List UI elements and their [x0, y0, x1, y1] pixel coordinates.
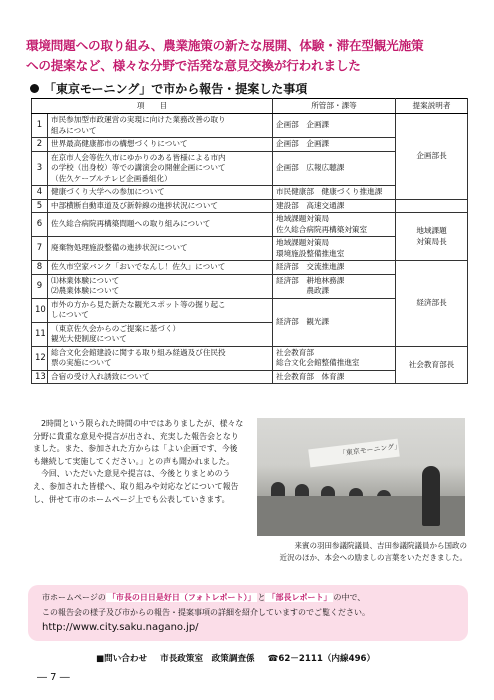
row-item: [48, 298, 273, 322]
speaker-cell: 社会教育部長: [396, 346, 468, 384]
row-dept: [273, 370, 396, 384]
item-line: 票の実施について: [51, 358, 112, 367]
row-item: [48, 237, 273, 261]
row-number: 4: [32, 186, 48, 200]
info-text: 市ホームページの: [42, 593, 106, 602]
dept-line: 総合文化会館整備推進室: [276, 358, 360, 367]
photo-banner: [308, 439, 400, 468]
row-item: [48, 261, 273, 275]
item-line: （佐久ケーブルテレビ企画番組化）: [51, 173, 172, 183]
row-item: [48, 370, 273, 384]
row-dept: [273, 114, 396, 138]
item-line: 市民参加型市政運営の実現に向けた業務改善の取り: [51, 115, 226, 124]
row-dept: [273, 186, 396, 200]
row-item: [48, 138, 273, 152]
dept-line: 社会教育部 体育課: [276, 371, 345, 381]
row-dept: [273, 298, 396, 346]
header-speaker: 提案説明者: [396, 99, 468, 114]
dept-line: 佐久総合病院再構築対策室: [276, 224, 368, 234]
info-text: と: [257, 593, 266, 602]
row-dept: [273, 138, 396, 152]
table-row: [32, 346, 468, 370]
row-item: [48, 274, 273, 298]
row-number: 3: [32, 151, 48, 186]
row-dept: [273, 213, 396, 237]
row-item: [48, 114, 273, 138]
meeting-photo: [257, 418, 465, 536]
speaker-line: 対策局長: [416, 236, 447, 246]
body-paragraph-1: 2時間という限られた時間の中ではありましたが、様々な分野に貴重な意見や提言が出され、充実した報告会となりました。また、参加された方からは「よい企画です、今後も継続して実施してください。」との声も聞かれました。: [33, 419, 244, 466]
table-row: [32, 114, 468, 138]
caption-line-2: 近況のほか、本会への励ましの言葉をいただきました。: [279, 552, 467, 562]
item-line: 観光大使制度について: [51, 334, 127, 343]
caption-line-1: 来賓の羽田参議院議員、吉田参議院議員から国政の: [294, 541, 467, 550]
dept-line: 企画部 企画課: [276, 120, 330, 130]
row-number: 8: [32, 261, 48, 275]
row-item: [48, 322, 273, 346]
dept-line: 農政課: [276, 286, 330, 295]
row-dept: [273, 151, 396, 186]
photo-report-link[interactable]: 「市長の日日是好日（フォトレポート）」: [107, 593, 256, 602]
headline-line-2: への提案など、様々な分野で活発な意見交換が行われました: [26, 58, 361, 73]
body-paragraph-2: 今回、いただいた意見や提言は、今後とりまとめのうえ、参加された皆様へ、取り組みや対応などについて報告し、併せて市のホームページ上でも公表していきます。: [33, 469, 239, 504]
table-row: [32, 199, 468, 213]
info-text: の中で、: [333, 593, 366, 602]
speaker-cell: 経済部長: [396, 261, 468, 347]
dept-line: 建設部 高速交通課: [276, 200, 345, 210]
table-row: [32, 261, 468, 275]
item-line: （東京佐久会からのご提案に基づく）: [51, 323, 181, 333]
contact-office: 市長政策室 政策調査係: [160, 654, 255, 664]
dept-line: 経済部 耕地林務課: [276, 275, 345, 285]
dept-line: 地域課題対策局: [276, 238, 330, 247]
row-number: 6: [32, 213, 48, 237]
section-title-text: 「東京モーニング」で市から報告・提案した事項: [44, 82, 308, 96]
row-dept: [273, 261, 396, 275]
speaker-cell: [396, 199, 468, 213]
item-line: ⑵農業体験について: [51, 286, 120, 295]
header-dept: 所管部・課等: [273, 99, 396, 114]
page-number: ― 7 ―: [37, 672, 70, 683]
item-line: 合宿の受け入れ誘致について: [51, 371, 150, 381]
item-line: 市外の方から見た新たな観光スポット等の掘り起こ: [51, 299, 226, 309]
item-line: 佐久市空家バンク「おいでなんし！佐久」について: [51, 262, 226, 271]
table-row: [32, 213, 468, 237]
speaker-cell: [396, 213, 468, 261]
row-number: 1: [32, 114, 48, 138]
item-line: ⑴林業体験について: [51, 275, 120, 285]
contact-label: ■問い合わせ: [96, 654, 148, 664]
photo-caption: [259, 540, 467, 563]
dept-line: 地域課題対策局: [276, 214, 330, 223]
body-text: [33, 418, 245, 506]
contact-phone: ☎62－2111（内線496）: [267, 654, 376, 664]
item-line: 佐久総合病院再構築問題への取り組みについて: [51, 219, 211, 229]
row-item: [48, 186, 273, 200]
header-item: 項 目: [32, 99, 273, 114]
dept-line: 企画部 企画課: [276, 139, 330, 148]
row-item: [48, 199, 273, 213]
headline-line-1: 環境問題への取り組み、農業施策の新たな展開、体験・滞在型観光施策: [26, 38, 424, 53]
row-dept: [273, 237, 396, 261]
photo-banner-text: 「東京モーニング」: [338, 442, 402, 458]
dept-line: 経済部 交流推進課: [276, 262, 345, 271]
item-line: しについて: [51, 310, 89, 319]
headline: [26, 36, 472, 76]
speaker-cell: 企画部長: [396, 114, 468, 200]
row-number: 7: [32, 237, 48, 261]
row-number: 9: [32, 274, 48, 298]
item-line: 廃棄物処理施設整備の進捗状況について: [51, 243, 188, 253]
row-item: [48, 213, 273, 237]
item-line: 総合文化会館建設に関する取り組み経過及び住民投: [51, 347, 226, 357]
dept-line: 環境施設整備推進室: [276, 248, 345, 258]
dept-line: 企画部 広報広聴課: [276, 163, 345, 172]
website-url[interactable]: http://www.city.saku.nagano.jp/: [42, 622, 199, 633]
row-dept: [273, 274, 396, 298]
row-number: 5: [32, 199, 48, 213]
dept-line: 経済部 観光課: [276, 316, 330, 326]
info-line-2: この報告会の様子及び市からの報告・提案事項の詳細を紹介していますのでご覧ください。: [42, 608, 370, 617]
dept-line: 社会教育部: [276, 347, 314, 357]
section-title: [30, 80, 307, 97]
department-report-link[interactable]: 「部長レポート」: [267, 593, 332, 602]
dept-line: 市民健康部 健康づくり推進課: [276, 187, 383, 196]
item-line: 健康づくり大学への参加について: [51, 187, 165, 196]
row-dept: [273, 199, 396, 213]
item-line: 組みについて: [51, 125, 97, 135]
item-line: の学校（出身校）等での講演会の開催企画について: [51, 163, 226, 172]
row-dept: [273, 346, 396, 370]
contact-footer: [96, 652, 385, 664]
row-item: [48, 151, 273, 186]
photo-speaker: [422, 466, 440, 526]
row-item: [48, 346, 273, 370]
item-line: 中部横断自動車道及び新幹線の進捗状況について: [51, 200, 218, 210]
bullet-icon: [30, 84, 39, 93]
item-line: 世界最高健康都市の構想づくりについて: [51, 139, 188, 148]
table-header-row: [32, 99, 468, 114]
row-number: 10: [32, 298, 48, 322]
info-line-1: [42, 592, 365, 603]
report-table: [31, 98, 468, 384]
speaker-line: 地域課題: [416, 226, 447, 235]
row-number: 13: [32, 370, 48, 384]
row-number: 12: [32, 346, 48, 370]
row-number: 11: [32, 322, 48, 346]
item-line: 在京市人会等佐久市にゆかりのある皆様による市内: [51, 152, 226, 162]
row-number: 2: [32, 138, 48, 152]
